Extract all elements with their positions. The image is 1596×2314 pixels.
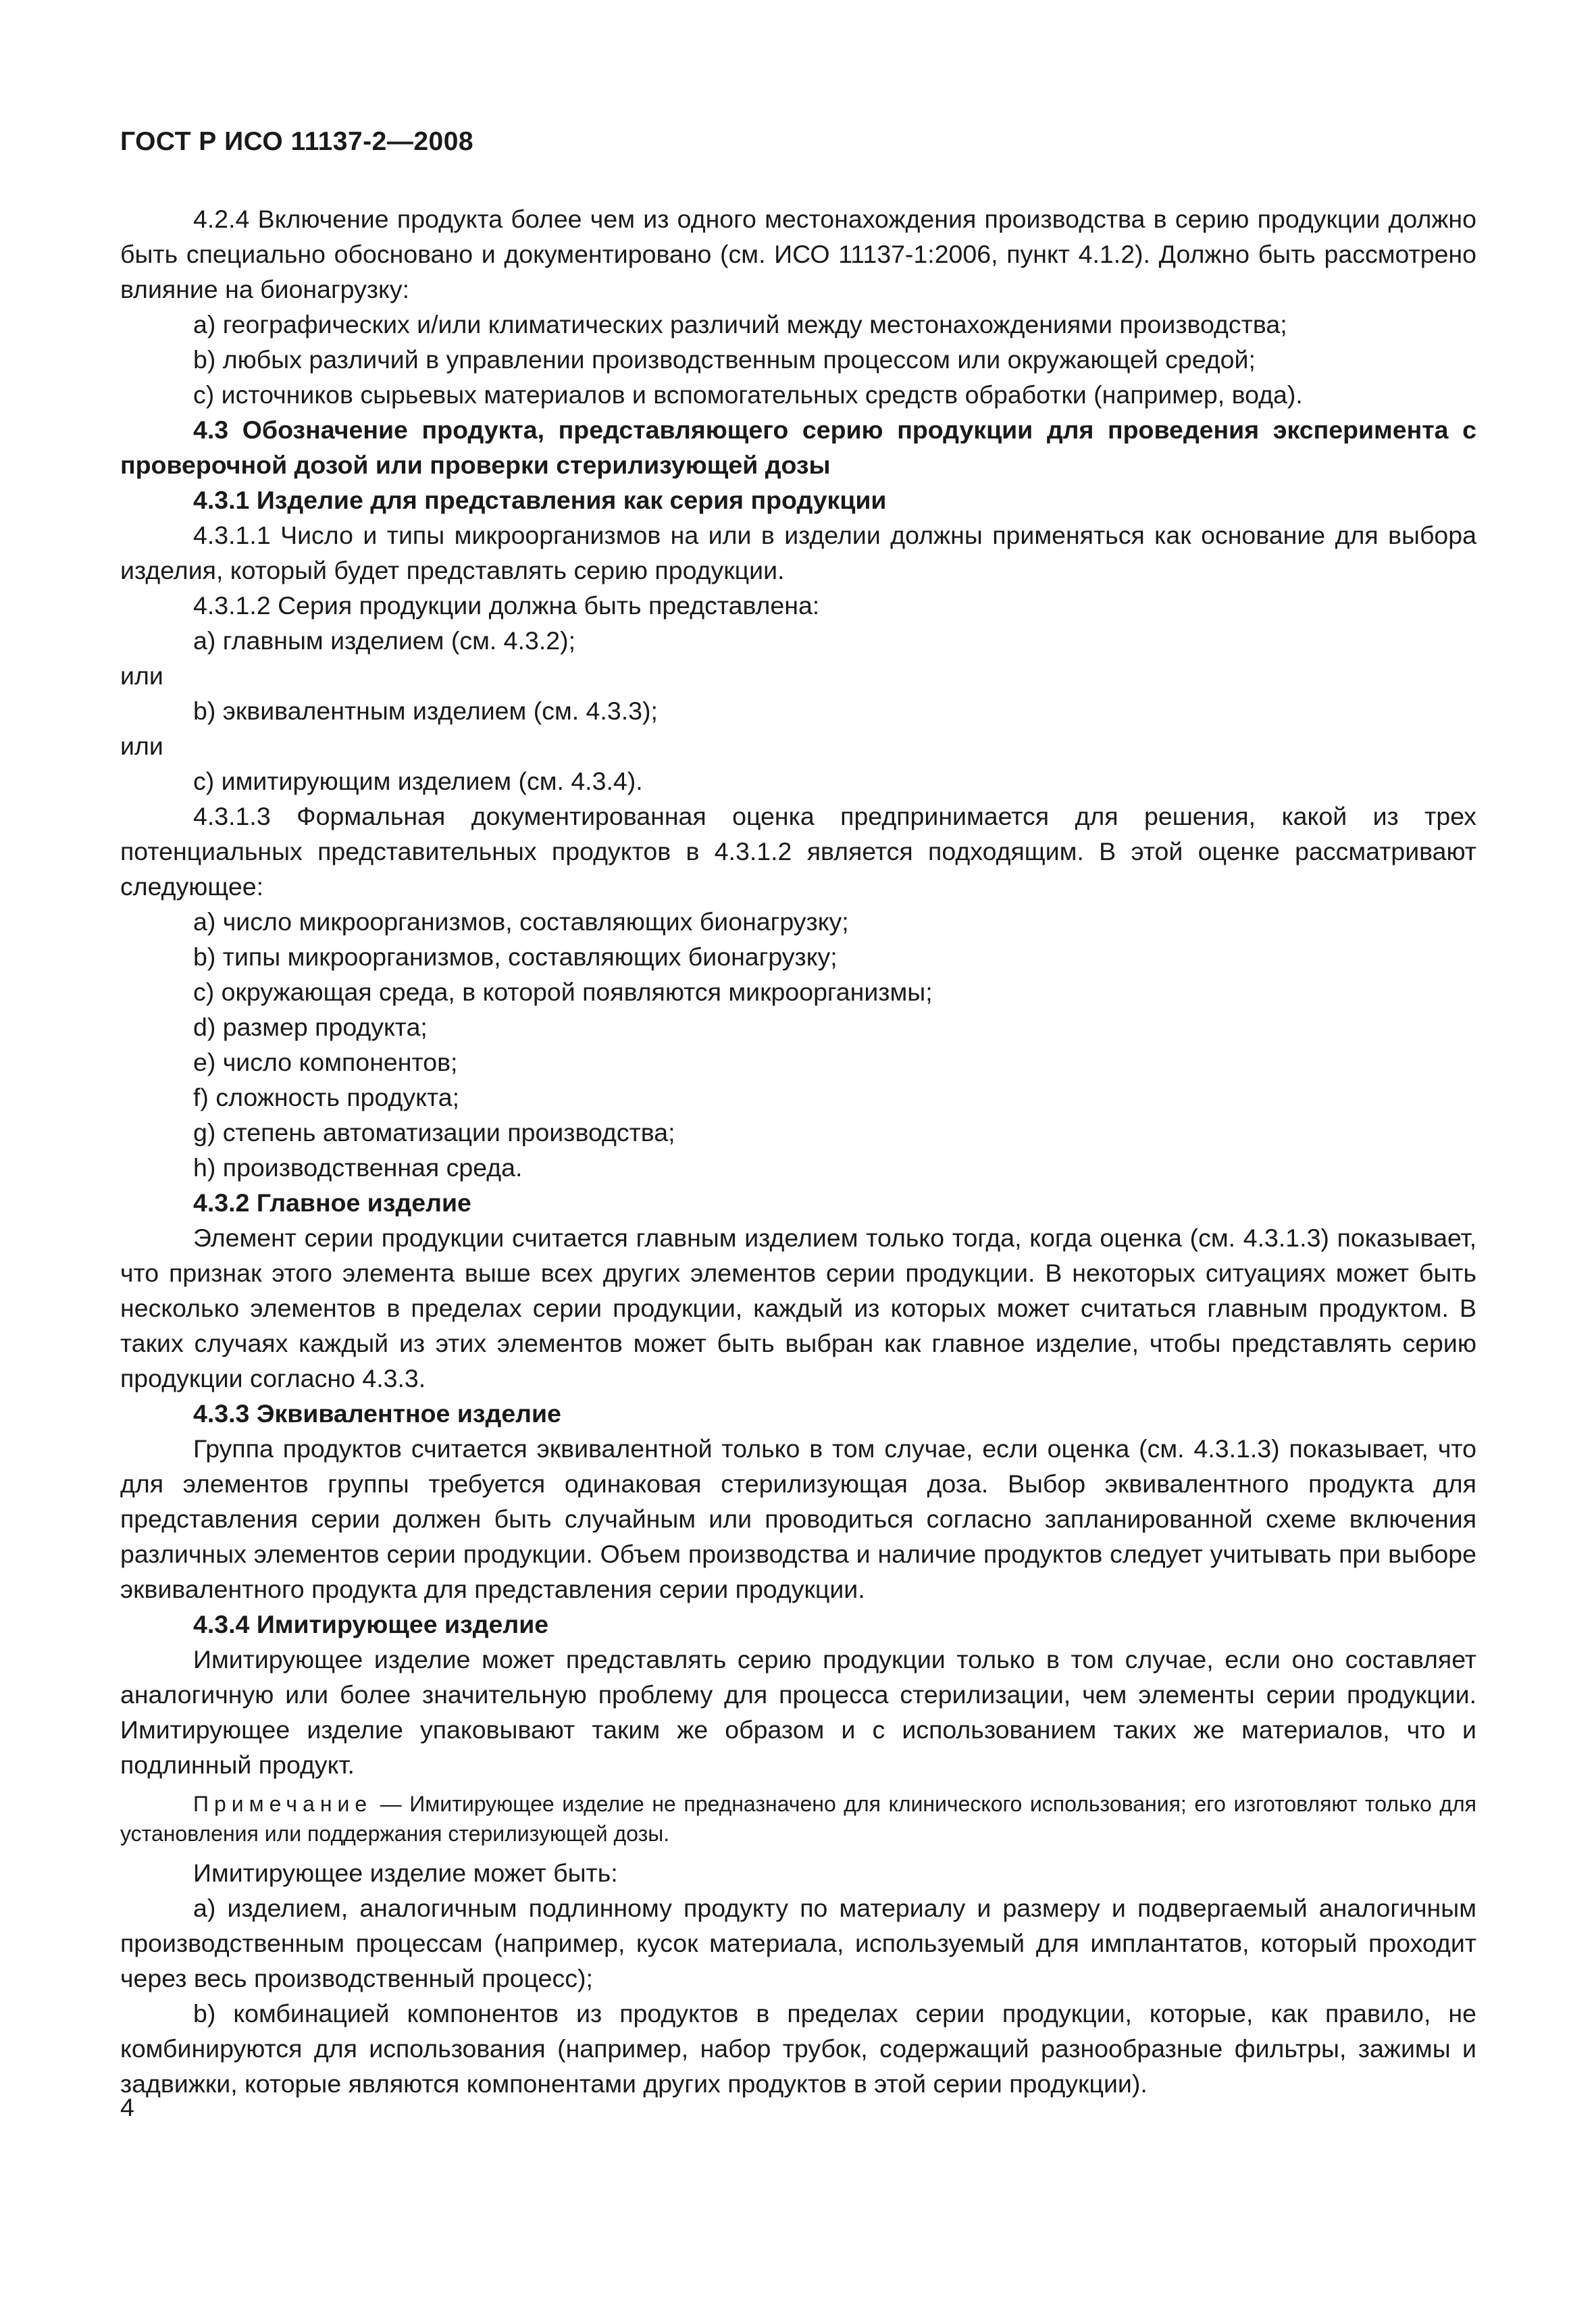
section-heading-4-3-3: 4.3.3 Эквивалентное изделие <box>193 1399 561 1428</box>
list-item: b) эквивалентным изделием (см. 4.3.3); <box>193 697 658 725</box>
section-heading-4-3: 4.3 Обозначение продукта, представляющего серию продукции для проведения эксперимента с проверочной дозой или проверки стерилизующей дозы <box>120 416 1476 479</box>
list-item: b) комбинацией компонентов из продуктов в пределах серии продукции, которые, как правило, не комбинируются для использования (например, набор трубок, содержащий разнообразные фильтры, зажимы и задвижки, которые являются компонентами других продуктов в этой серии продукции). <box>120 1999 1476 2098</box>
section-heading-4-3-4: 4.3.4 Имитирующее изделие <box>193 1610 549 1638</box>
paragraph-4-3-1-2: 4.3.1.2 Серия продукции должна быть представлена: <box>193 591 820 620</box>
paragraph-4-3-1-1: 4.3.1.1 Число и типы микроорганизмов на или в изделии должны применяться как основание для выбора изделия, который будет представлять серию продукции. <box>120 521 1476 584</box>
list-item: d) размер продукта; <box>193 1013 428 1041</box>
paragraph-4-2-4: 4.2.4 Включение продукта более чем из одного местонахождения производства в серию продукции должно быть специально обосновано и документировано (см. ИСО 11137-1:2006, пункт 4.1.2). Должно быть рассмотрено влияние на бионагрузку: <box>120 205 1476 303</box>
paragraph-4-3-1-3: 4.3.1.3 Формальная документированная оценка предпринимается для решения, какой из трех потенциальных представительных продуктов в 4.3.1.2 является подходящим. В этой оценке рассматривают следующее: <box>120 802 1476 901</box>
section-heading-4-3-1: 4.3.1 Изделие для представления как серия продукции <box>193 486 887 514</box>
document-body <box>120 201 1476 2101</box>
list-item: a) главным изделием (см. 4.3.2); <box>193 626 575 655</box>
list-item: g) степень автоматизации производства; <box>193 1118 675 1147</box>
list-item: f) сложность продукта; <box>193 1083 460 1111</box>
paragraph-simulated-may-be: Имитирующее изделие может быть: <box>193 1859 618 1887</box>
list-item: c) окружающая среда, в которой появляются микроорганизмы; <box>193 978 933 1006</box>
note-label: Примечание <box>193 1792 373 1816</box>
section-heading-4-3-2: 4.3.2 Главное изделие <box>193 1188 471 1217</box>
document-header: ГОСТ Р ИСО 11137-2—2008 <box>120 127 474 156</box>
list-item: c) источников сырьевых материалов и вспомогательных средств обработки (например, вода). <box>193 380 1303 409</box>
list-item: a) изделием, аналогичным подлинному продукту по материалу и размеру и подвергаемый аналогичным производственным процессам (например, кусок материала, используемый для имплантатов, который проходит через весь производственный процесс); <box>120 1894 1476 1992</box>
list-item: b) типы микроорганизмов, составляющих бионагрузку; <box>193 942 838 971</box>
note-text: — Имитирующее изделие не предназначено для клинического использования; его изготовляют только для установления или поддержания стерилизующей дозы. <box>120 1792 1476 1846</box>
conjunction-or: или <box>120 732 163 760</box>
paragraph-equivalent-product: Группа продуктов считается эквивалентной только в том случае, если оценка (см. 4.3.1.3) показывает, что для элементов группы требуется одинаковая стерилизующая доза. Выбор эквивалентного продукта для представления серии должен быть случайным или проводиться согласно запланированной схеме включения различных элементов серии продукции. Объем производства и наличие продуктов следует учитывать при выборе эквивалентного продукта для представления серии продукции. <box>120 1434 1476 1603</box>
list-item: h) производственная среда. <box>193 1153 523 1182</box>
list-item: b) любых различий в управлении производственным процессом или окружающей средой; <box>193 345 1256 374</box>
note <box>120 1789 1476 1848</box>
list-item: a) число микроорганизмов, составляющих бионагрузку; <box>193 907 849 936</box>
page-number: 4 <box>120 2093 134 2121</box>
list-item: c) имитирующим изделием (см. 4.3.4). <box>193 767 643 795</box>
list-item: a) географических и/или климатических различий между местонахождениями производства; <box>193 310 1287 338</box>
paragraph-simulated-product: Имитирующее изделие может представлять серию продукции только в том случае, если оно составляет аналогичную или более значительную проблему для процесса стерилизации, чем элементы серии продукции. Имитирующее изделие упаковывают таким же образом и с использованием таких же материалов, что и подлинный продукт. <box>120 1645 1476 1779</box>
list-item: e) число компонентов; <box>193 1048 458 1076</box>
conjunction-or: или <box>120 661 163 690</box>
paragraph-main-product: Элемент серии продукции считается главным изделием только тогда, когда оценка (см. 4.3.1.3) показывает, что признак этого элемента выше всех других элементов серии продукции. В некоторых ситуациях может быть несколько элементов в пределах серии продукции, каждый из которых может считаться главным продуктом. В таких случаях каждый из этих элементов может быть выбран как главное изделие, чтобы представлять серию продукции согласно 4.3.3. <box>120 1224 1476 1392</box>
